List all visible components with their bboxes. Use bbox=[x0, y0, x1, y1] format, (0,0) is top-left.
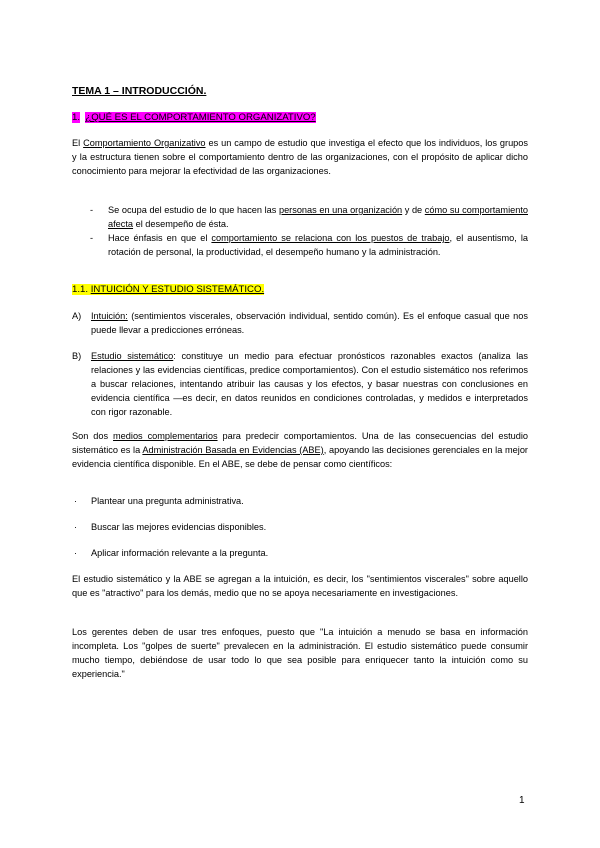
item-a-term: Intuición: bbox=[91, 311, 128, 321]
bullet-underlined: cómo su comportamiento afecta bbox=[108, 205, 528, 229]
step-item: Buscar las mejores evidencias disponibles. bbox=[91, 522, 267, 532]
intro-text-pre: El bbox=[72, 138, 84, 148]
intro-term: Comportamiento Organizativo bbox=[83, 138, 206, 148]
section-1-title: ¿QUÉ ES EL COMPORTAMIENTO ORGANIZATIVO? bbox=[85, 112, 316, 123]
intro-paragraph bbox=[72, 136, 528, 178]
bullet-marker: - bbox=[90, 205, 94, 215]
bullet-item bbox=[108, 203, 528, 231]
bullet-marker: - bbox=[90, 233, 94, 243]
section-1-number: 1. bbox=[72, 112, 81, 123]
para-text: , apoyando las decisiones gerenciales en la mejor evidencia científica disponible. En el ABE, se debe de pensar como científicos: bbox=[72, 445, 528, 469]
step-item: Aplicar información relevante a la pregunta. bbox=[91, 548, 269, 558]
section-1-heading bbox=[72, 111, 316, 124]
para-underlined: medios complementarios bbox=[113, 431, 218, 441]
section-1-1-heading bbox=[72, 283, 264, 296]
paragraph-managers: Los gerentes deben de usar tres enfoques, puesto que "La intuición a menudo se basa en información incompleta. Los "golpes de suerte" prevalecen en la administración. El estudio sistemático puede consumir mucho tiempo, debiéndose de usar todo lo que sea posible para enriquecer tanto la intuición como su experiencia." bbox=[72, 627, 528, 679]
item-a-label: A) bbox=[72, 311, 82, 321]
bullet-underlined: personas en una organización bbox=[278, 205, 403, 215]
step-marker: · bbox=[74, 548, 78, 558]
bullet-text: Hace énfasis en que el bbox=[108, 233, 212, 243]
item-b-term: Estudio sistemático bbox=[91, 351, 174, 361]
item-b-label: B) bbox=[72, 351, 82, 361]
bullet-text: , el ausentismo, la rotación de personal, la productividad, el desempeño humano y la administración. bbox=[108, 233, 528, 257]
section-1-1-number: 1.1. bbox=[72, 284, 89, 295]
item-b-text bbox=[91, 349, 528, 419]
paragraph-abe bbox=[72, 429, 528, 471]
step-item: Plantear una pregunta administrativa. bbox=[91, 496, 244, 506]
bullet-text: el desempeño de ésta. bbox=[133, 219, 229, 229]
item-a-body: (sentimientos viscerales, observación individual, sentido común). Es el enfoque casual que nos puede llevar a predicciones erróneas. bbox=[91, 311, 528, 335]
bullet-item bbox=[108, 231, 528, 259]
bullet-text: y de bbox=[402, 205, 425, 215]
step-marker: · bbox=[74, 522, 78, 532]
section-1-1-title: INTUICIÓN Y ESTUDIO SISTEMÁTICO. bbox=[90, 284, 265, 295]
para-underlined: Administración Basada en Evidencias (ABE) bbox=[142, 445, 324, 455]
para-text: para predecir comportamientos. Una de las consecuencias del estudio sistemático es la bbox=[72, 431, 529, 455]
bullet-underlined: comportamiento se relaciona con los puestos de trabajo bbox=[211, 233, 450, 243]
page-title: TEMA 1 – INTRODUCCIÓN. bbox=[72, 85, 207, 97]
page-number: 1 bbox=[519, 795, 525, 806]
item-a-text bbox=[91, 309, 528, 337]
para-text: Son dos bbox=[72, 431, 114, 441]
item-b-body: : constituye un medio para efectuar pronósticos razonables exactos (analiza las relaciones y las evidencias científicas, predice comportamientos). Con el estudio sistemático nos referimos a buscar relaciones, intentando atribuir las causas y los efectos, y basar nuestras con conclusiones en evidencia científica —es decir, en datos reunidos en condiciones controladas, y medidos e interpretados con rigor razonable. bbox=[91, 351, 528, 417]
paragraph-intuition: El estudio sistemático y la ABE se agregan a la intuición, es decir, los "sentimientos viscerales" sobre aquello que es "atractivo" para los demás, medio que no se apoya necesariamente en investigaciones. bbox=[72, 574, 528, 598]
step-marker: · bbox=[74, 496, 78, 506]
intro-text-post: es un campo de estudio que investiga el efecto que los individuos, los grupos y la estructura tienen sobre el comportamiento dentro de las organizaciones, con el propósito de aplicar dicho conocimiento para mejorar la efectividad de las organizaciones. bbox=[72, 138, 528, 176]
bullet-text: Se ocupa del estudio de lo que hacen las bbox=[108, 205, 279, 215]
